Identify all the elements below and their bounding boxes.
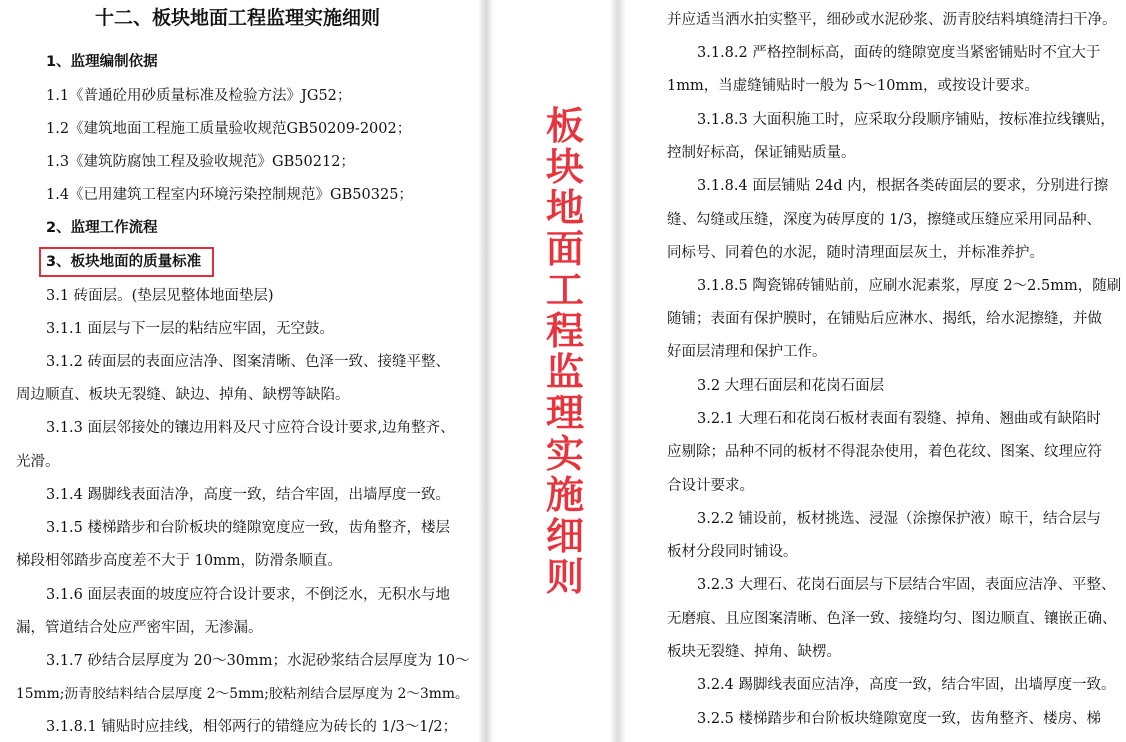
right-document-page xyxy=(655,0,1126,742)
text-line: 随铺；表面有保护膜时，在铺贴后应淋水、揭纸，给水泥擦缝，并做 xyxy=(667,311,1102,327)
text-line: 应剔除；品种不同的板材不得混杂使用，着色花纹、图案、纹理应符 xyxy=(667,444,1102,460)
text-line: 无磨痕、且应图案清晰、色泽一致、接缝均匀、图边顺直、镶嵌正确、 xyxy=(667,611,1117,627)
text-line: 1mm，当虚缝铺贴时一般为 5～10mm，或按设计要求。 xyxy=(667,78,1040,94)
vertical-title-char: 施 xyxy=(545,472,584,517)
vertical-title-char: 板 xyxy=(545,103,584,148)
text-line: 3.1.2 砖面层的表面应洁净、图案清晰、色泽一致、接缝平整、 xyxy=(46,354,451,370)
text-line: 控制好标高，保证铺贴质量。 xyxy=(667,145,856,161)
page-title: 十二、板块地面工程监理实施细则 xyxy=(95,7,381,29)
text-line: 周边顺直、板块无裂缝、缺边、掉角、缺楞等缺陷。 xyxy=(16,387,350,403)
page-gutter-shadow xyxy=(610,0,626,742)
text-line: 3.1.8.2 严格控制标高，面砖的缝隙宽度当紧密铺贴时不宜大于 xyxy=(697,45,1101,61)
text-line: 3.1.4 踢脚线表面洁净，高度一致，结合牢固，出墙厚度一致。 xyxy=(46,487,451,503)
text-line: 3.1.8.4 面层铺贴 24d 内，根据各类砖面层的要求，分别进行擦 xyxy=(697,178,1109,194)
vertical-title-char: 地 xyxy=(545,185,584,230)
section-heading-basis: 1、监理编制依据 xyxy=(46,54,158,70)
vertical-title-char: 块 xyxy=(545,144,584,189)
text-line: 1.4《已用建筑工程室内环境污染控制规范》GB50325； xyxy=(46,187,413,203)
text-line: 同标号、同着色的水泥，随时清理面层灰土，并标准养护。 xyxy=(667,245,1044,261)
section-heading-quality-standard: 3、板块地面的质量标准 xyxy=(46,254,202,270)
text-line: 3.2.1 大理石和花岗石板材表面有裂缝、掉角、翘曲或有缺陷时 xyxy=(697,411,1102,427)
text-line: 3.1.5 楼梯踏步和台阶板块的缝隙宽度应一致，齿角整齐，楼层 xyxy=(46,520,451,536)
text-line: 并应适当洒水拍实整平，细砂或水泥砂浆、沥青胶结料填缝清扫干净。 xyxy=(667,12,1117,28)
text-line: 梯段相邻踏步高度差不大于 10mm，防滑条顺直。 xyxy=(16,553,343,569)
vertical-overlay-title xyxy=(540,105,590,597)
vertical-title-char: 工 xyxy=(545,267,584,312)
text-line: 合设计要求。 xyxy=(667,478,754,494)
text-line: 3.1.3 面层邻接处的镶边用料及尺寸应符合设计要求,边角整齐、 xyxy=(46,420,455,436)
text-line: 好面层清理和保护工作。 xyxy=(667,344,827,360)
text-line: 1.1《普通砼用砂质量标准及检验方法》JG52； xyxy=(46,88,352,104)
text-line: 3.1.8.5 陶瓷锦砖铺贴前，应刷水泥素浆，厚度 2～2.5mm，随刷 xyxy=(697,278,1122,294)
text-line: 3.1.7 砂结合层厚度为 20～30mm；水泥砂浆结合层厚度为 10～ xyxy=(46,653,470,669)
text-line: 漏，管道结合处应严密牢固，无渗漏。 xyxy=(16,620,263,636)
vertical-title-char: 细 xyxy=(545,513,584,558)
text-line: 3.1.8.1 铺贴时应挂线，相邻两行的错缝应为砖长的 1/3～1/2； xyxy=(46,719,458,735)
section-heading-marble: 3.2 大理石面层和花岗石面层 xyxy=(697,378,885,394)
text-line: 缝、勾缝或压缝，深度为砖厚度的 1/3，擦缝或压缝应采用同品种、 xyxy=(667,212,1101,228)
vertical-title-char: 则 xyxy=(545,554,584,599)
text-line: 3.1 砖面层。(垫层见整体地面垫层) xyxy=(46,288,274,304)
text-line: 3.2.3 大理石、花岗石面层与下层结合牢固，表面应洁净、平整、 xyxy=(697,577,1116,593)
highlight-box xyxy=(39,247,214,277)
text-line: 板材分段同时铺设。 xyxy=(667,544,798,560)
text-line: 15mm;沥青胶结料结合层厚度 2～5mm;胶粘剂结合层厚度为 2～3mm。 xyxy=(16,686,469,702)
text-line: 光滑。 xyxy=(16,454,60,470)
text-line: 板块无裂缝、掉角、缺楞。 xyxy=(667,644,841,660)
vertical-title-char: 监 xyxy=(545,349,584,394)
text-line: 3.1.6 面层表面的坡度应符合设计要求，不倒泛水，无积水与地 xyxy=(46,587,451,603)
left-document-page xyxy=(0,0,470,742)
text-line: 3.2.5 楼梯踏步和台阶板块缝隙宽度一致，齿角整齐、楼房、梯 xyxy=(697,711,1102,727)
section-heading-workflow: 2、监理工作流程 xyxy=(46,220,158,236)
text-line: 3.2.2 铺设前，板材挑选、浸湿（涂擦保护液）晾干，结合层与 xyxy=(697,511,1102,527)
text-line: 1.3《建筑防腐蚀工程及验收规范》GB50212； xyxy=(46,154,355,170)
page-gutter-shadow xyxy=(478,0,494,742)
text-line: 3.1.8.3 大面积施工时，应采取分段顺序铺贴，按标准拉线镶贴， xyxy=(697,112,1115,128)
vertical-title-char: 理 xyxy=(545,390,584,435)
text-line: 3.2.4 踢脚线表面应洁净，高度一致，结合牢固，出墙厚度一致。 xyxy=(697,677,1116,693)
vertical-title-char: 面 xyxy=(545,226,584,271)
text-line: 1.2《建筑地面工程施工质量验收规范GB50209-2002； xyxy=(46,121,412,137)
vertical-title-char: 程 xyxy=(545,308,584,353)
vertical-title-char: 实 xyxy=(545,431,584,476)
text-line: 3.1.1 面层与下一层的粘结应牢固，无空鼓。 xyxy=(46,321,335,337)
